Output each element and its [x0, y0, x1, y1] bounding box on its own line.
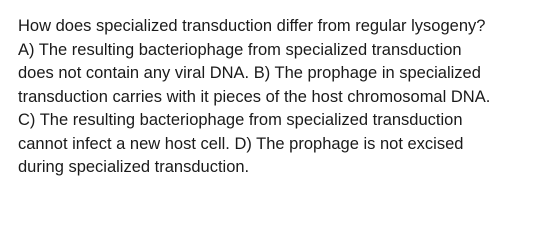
question-line: transduction carries with it pieces of the host chromosomal DNA. — [18, 87, 491, 106]
question-line: during specialized transduction. — [18, 158, 250, 176]
question-line: C) The resulting bacteriophage from specialized transduction — [18, 111, 463, 129]
question-line: cannot infect a new host cell. D) The prophage is not excised — [18, 134, 464, 153]
question-line: does not contain any viral DNA. B) The prophage in specialized — [18, 64, 481, 82]
question-text — [18, 15, 548, 180]
question-line: How does specialized transduction differ from regular lysogeny? — [18, 17, 486, 35]
question-line: A) The resulting bacteriophage from specialized transduction — [18, 40, 462, 59]
